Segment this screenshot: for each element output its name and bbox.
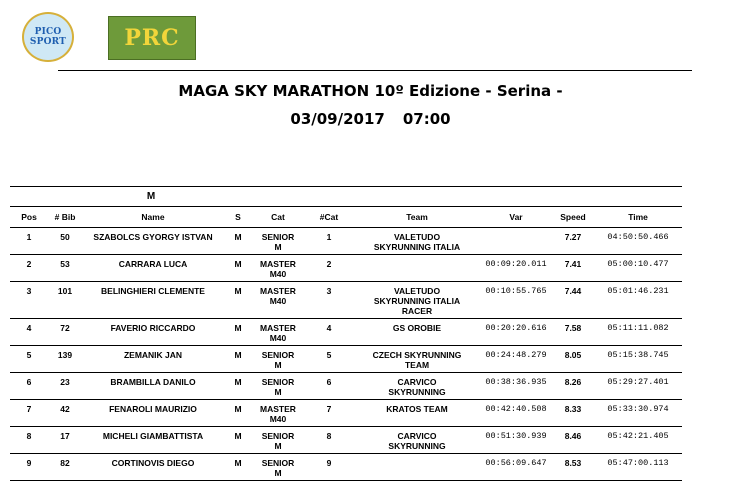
speed-cell: [552, 427, 594, 454]
catpos-cell: [304, 454, 354, 481]
cat-cell-text: M40: [269, 296, 287, 306]
time-cell-text: 05:01:46.231: [607, 286, 669, 296]
team-cell-text: SKYRUNNING: [388, 387, 446, 397]
table-row: [10, 319, 682, 346]
cat-cell-text: MASTER: [260, 286, 296, 296]
group-label: M: [10, 187, 224, 207]
event-title: MAGA SKY MARATHON 10º Edizione - Serina -: [178, 82, 563, 100]
cat-cell-text: MASTER: [260, 404, 296, 414]
event-datetime: [0, 110, 741, 128]
cat-cell: [252, 454, 304, 481]
time-cell: [594, 346, 682, 373]
catpos-cell: [304, 346, 354, 373]
sex-cell-text: M: [234, 232, 242, 242]
bib-cell: [48, 319, 82, 346]
column-header: Team: [354, 207, 480, 228]
bib-cell: [48, 228, 82, 255]
name-cell-text: CARRARA LUCA: [118, 259, 188, 269]
sex-cell-text: M: [234, 286, 242, 296]
cat-cell-text: MASTER: [260, 323, 296, 333]
results-body: [10, 228, 682, 481]
catpos-cell-text: 8: [326, 431, 332, 441]
var-cell-text: 00:42:40.508: [485, 404, 547, 414]
time-cell-text: 05:47:00.113: [607, 458, 669, 468]
team-cell: [354, 400, 480, 427]
event-time: 07:00: [402, 110, 451, 128]
logo-text: PRC: [124, 25, 180, 51]
pos-cell-text: 1: [26, 232, 32, 242]
pos-cell: [10, 319, 48, 346]
pos-cell-text: 7: [26, 404, 32, 414]
pos-cell-text: 8: [26, 431, 32, 441]
team-cell: [354, 282, 480, 319]
pos-cell-text: 6: [26, 377, 32, 387]
cat-cell-text: M: [274, 441, 282, 451]
team-cell: [354, 319, 480, 346]
team-cell-text: TEAM: [404, 360, 430, 370]
prc-logo: [108, 16, 196, 60]
cat-cell-text: SENIOR: [261, 350, 295, 360]
var-cell-text: 00:56:09.647: [485, 458, 547, 468]
name-cell-text: CORTINOVIS DIEGO: [111, 458, 195, 468]
bib-cell-text: 139: [57, 350, 73, 360]
speed-cell: [552, 282, 594, 319]
logo-line1: PICO: [34, 27, 62, 37]
sex-cell: [224, 454, 252, 481]
name-cell-text: MICHELI GIAMBATTISTA: [102, 431, 204, 441]
group-row: [10, 187, 682, 207]
cat-cell: [252, 346, 304, 373]
name-cell: [82, 454, 224, 481]
var-cell-text: 00:38:36.935: [485, 377, 547, 387]
sex-cell: [224, 373, 252, 400]
team-cell: [354, 228, 480, 255]
pos-cell-text: 4: [26, 323, 32, 333]
name-cell: [82, 228, 224, 255]
name-cell-text: BELINGHIERI CLEMENTE: [101, 286, 205, 296]
name-cell-text: SZABOLCS GYORGY ISTVAN: [93, 232, 213, 242]
speed-cell: [552, 255, 594, 282]
speed-cell-text: 8.53: [564, 458, 582, 468]
team-cell-text: CZECH SKYRUNNING: [372, 350, 462, 360]
table-row: [10, 454, 682, 481]
pos-cell: [10, 373, 48, 400]
cat-cell-text: M: [274, 242, 282, 252]
catpos-cell-text: 3: [326, 286, 332, 296]
bib-cell: [48, 282, 82, 319]
team-cell: [354, 454, 480, 481]
table-row: [10, 255, 682, 282]
bib-cell: [48, 454, 82, 481]
time-cell: [594, 228, 682, 255]
table-row: [10, 282, 682, 319]
speed-cell: [552, 346, 594, 373]
column-header: Speed: [552, 207, 594, 228]
var-cell: [480, 282, 552, 319]
pos-cell-text: 3: [26, 286, 32, 296]
sex-cell-text: M: [234, 377, 242, 387]
pos-cell-text: 9: [26, 458, 32, 468]
bib-cell: [48, 400, 82, 427]
bib-cell-text: 72: [60, 323, 70, 333]
speed-cell-text: 7.27: [564, 232, 582, 242]
var-cell: [480, 454, 552, 481]
sex-cell: [224, 255, 252, 282]
sex-cell-text: M: [234, 431, 242, 441]
name-cell: [82, 373, 224, 400]
column-header: Time: [594, 207, 682, 228]
cat-cell: [252, 228, 304, 255]
catpos-cell-text: 7: [326, 404, 332, 414]
speed-cell: [552, 319, 594, 346]
time-cell: [594, 319, 682, 346]
var-cell: [480, 346, 552, 373]
time-cell: [594, 400, 682, 427]
catpos-cell-text: 4: [326, 323, 332, 333]
results-table: [10, 186, 682, 481]
time-cell: [594, 282, 682, 319]
column-header: #Cat: [304, 207, 354, 228]
var-cell: [480, 373, 552, 400]
cat-cell-text: SENIOR: [261, 431, 295, 441]
cat-cell: [252, 427, 304, 454]
name-cell-text: ZEMANIK JAN: [123, 350, 183, 360]
var-cell: [480, 228, 552, 255]
speed-cell-text: 8.26: [564, 377, 582, 387]
name-cell: [82, 255, 224, 282]
team-cell: [354, 346, 480, 373]
time-cell-text: 05:11:11.082: [607, 323, 669, 333]
catpos-cell-text: 2: [326, 259, 332, 269]
cat-cell-text: M40: [269, 269, 287, 279]
var-cell-text: 00:20:20.616: [485, 323, 547, 333]
team-cell-text: RACER: [401, 306, 433, 316]
time-cell-text: 05:00:10.477: [607, 259, 669, 269]
bib-cell-text: 42: [60, 404, 70, 414]
table-row: [10, 228, 682, 255]
cat-cell-text: MASTER: [260, 259, 296, 269]
table-row: [10, 400, 682, 427]
name-cell: [82, 400, 224, 427]
team-cell: [354, 373, 480, 400]
cat-cell: [252, 282, 304, 319]
time-cell-text: 05:29:27.401: [607, 377, 669, 387]
bib-cell-text: 17: [60, 431, 70, 441]
bib-cell-text: 101: [57, 286, 73, 296]
cat-cell-text: M40: [269, 333, 287, 343]
sex-cell: [224, 228, 252, 255]
pico-sport-logo: [22, 12, 74, 62]
speed-cell-text: 7.41: [564, 259, 582, 269]
pos-cell-text: 2: [26, 259, 32, 269]
team-cell-text: CARVICO: [397, 377, 437, 387]
bib-cell: [48, 373, 82, 400]
pos-cell: [10, 346, 48, 373]
pos-cell: [10, 255, 48, 282]
header-row: [10, 207, 682, 228]
sex-cell-text: M: [234, 404, 242, 414]
sex-cell-text: M: [234, 458, 242, 468]
catpos-cell-text: 6: [326, 377, 332, 387]
bib-cell-text: 82: [60, 458, 70, 468]
team-cell-text: SKYRUNNING ITALIA: [373, 296, 461, 306]
speed-cell-text: 8.33: [564, 404, 582, 414]
table-row: [10, 373, 682, 400]
name-cell: [82, 346, 224, 373]
pos-cell: [10, 228, 48, 255]
cat-cell: [252, 319, 304, 346]
var-cell: [480, 400, 552, 427]
var-cell-text: 00:10:55.765: [485, 286, 547, 296]
sex-cell-text: M: [234, 350, 242, 360]
pos-cell-text: 5: [26, 350, 32, 360]
bib-cell: [48, 427, 82, 454]
team-cell-text: GS OROBIE: [392, 323, 442, 333]
var-cell-text: 00:24:48.279: [485, 350, 547, 360]
cat-cell: [252, 400, 304, 427]
cat-cell: [252, 373, 304, 400]
sex-cell: [224, 427, 252, 454]
column-header: Name: [82, 207, 224, 228]
speed-cell: [552, 228, 594, 255]
speed-cell: [552, 454, 594, 481]
team-cell-text: SKYRUNNING: [388, 441, 446, 451]
catpos-cell: [304, 319, 354, 346]
cat-cell-text: M: [274, 360, 282, 370]
name-cell: [82, 319, 224, 346]
speed-cell-text: 7.44: [564, 286, 582, 296]
catpos-cell: [304, 282, 354, 319]
catpos-cell: [304, 255, 354, 282]
name-cell-text: FENAROLI MAURIZIO: [109, 404, 197, 414]
logo-line2: SPORT: [29, 37, 67, 47]
sex-cell-text: M: [234, 259, 242, 269]
sex-cell: [224, 282, 252, 319]
catpos-cell-text: 1: [326, 232, 332, 242]
cat-cell-text: M40: [269, 414, 287, 424]
team-cell: [354, 427, 480, 454]
name-cell: [82, 427, 224, 454]
table-row: [10, 346, 682, 373]
time-cell-text: 05:33:30.974: [607, 404, 669, 414]
bib-cell-text: 53: [60, 259, 70, 269]
header-divider: [58, 70, 692, 71]
time-cell-text: 05:15:38.745: [607, 350, 669, 360]
time-cell-text: 05:42:21.405: [607, 431, 669, 441]
speed-cell-text: 8.05: [564, 350, 582, 360]
time-cell: [594, 255, 682, 282]
pos-cell: [10, 400, 48, 427]
cat-cell-text: SENIOR: [261, 232, 295, 242]
var-cell-text: 00:51:30.939: [485, 431, 547, 441]
pos-cell: [10, 282, 48, 319]
team-cell-text: CARVICO: [397, 431, 437, 441]
time-cell: [594, 454, 682, 481]
bib-cell-text: 50: [60, 232, 70, 242]
column-header: Pos: [10, 207, 48, 228]
speed-cell-text: 7.58: [564, 323, 582, 333]
event-date: 03/09/2017: [290, 110, 385, 128]
team-cell: [354, 255, 480, 282]
time-cell-text: 04:50:50.466: [607, 232, 669, 242]
bib-cell: [48, 255, 82, 282]
var-cell: [480, 255, 552, 282]
speed-cell: [552, 373, 594, 400]
name-cell: [82, 282, 224, 319]
pos-cell: [10, 427, 48, 454]
catpos-cell: [304, 373, 354, 400]
catpos-cell-text: 9: [326, 458, 332, 468]
table-row: [10, 427, 682, 454]
name-cell-text: FAVERIO RICCARDO: [110, 323, 196, 333]
team-cell-text: KRATOS TEAM: [386, 404, 448, 414]
speed-cell: [552, 400, 594, 427]
bib-cell-text: 23: [60, 377, 70, 387]
bib-cell: [48, 346, 82, 373]
catpos-cell: [304, 427, 354, 454]
catpos-cell: [304, 228, 354, 255]
catpos-cell-text: 5: [326, 350, 332, 360]
time-cell: [594, 373, 682, 400]
time-cell: [594, 427, 682, 454]
var-cell: [480, 319, 552, 346]
team-cell-text: VALETUDO: [393, 286, 441, 296]
cat-cell-text: SENIOR: [261, 377, 295, 387]
speed-cell-text: 8.46: [564, 431, 582, 441]
var-cell: [480, 427, 552, 454]
cat-cell-text: M: [274, 387, 282, 397]
sex-cell: [224, 319, 252, 346]
name-cell-text: BRAMBILLA DANILO: [110, 377, 196, 387]
pos-cell: [10, 454, 48, 481]
column-header: S: [224, 207, 252, 228]
sex-cell: [224, 400, 252, 427]
column-header: Cat: [252, 207, 304, 228]
sex-cell-text: M: [234, 323, 242, 333]
team-cell-text: SKYRUNNING ITALIA: [373, 242, 461, 252]
team-cell-text: VALETUDO: [393, 232, 441, 242]
cat-cell: [252, 255, 304, 282]
var-cell-text: 00:09:20.011: [485, 259, 547, 269]
column-header: # Bib: [48, 207, 82, 228]
sex-cell: [224, 346, 252, 373]
cat-cell-text: SENIOR: [261, 458, 295, 468]
catpos-cell: [304, 400, 354, 427]
column-header: Var: [480, 207, 552, 228]
cat-cell-text: M: [274, 468, 282, 478]
